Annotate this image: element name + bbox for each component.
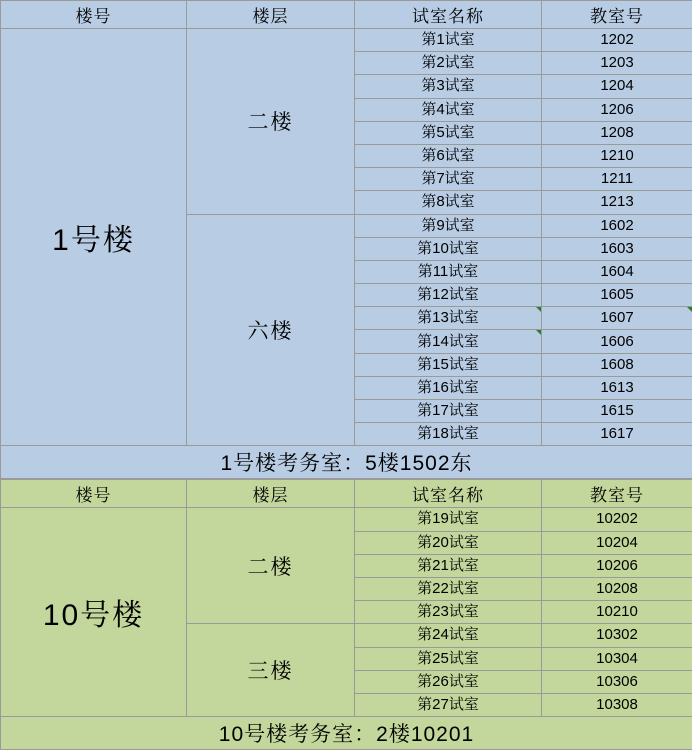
room-no: 1204 bbox=[542, 75, 692, 98]
room-name: 第16试室 bbox=[355, 376, 542, 399]
room-no: 10304 bbox=[542, 647, 692, 670]
room-no: 1208 bbox=[542, 121, 692, 144]
building-1-office-note: 1号楼考务室：5楼1502东 bbox=[1, 446, 692, 479]
room-name: 第13试室 bbox=[355, 307, 542, 330]
room-no: 10202 bbox=[542, 508, 692, 531]
table-row bbox=[1, 508, 692, 531]
room-name: 第21试室 bbox=[355, 554, 542, 577]
room-name: 第15试室 bbox=[355, 353, 542, 376]
room-name: 第18试室 bbox=[355, 423, 542, 446]
footer-row bbox=[1, 717, 692, 750]
footer-row bbox=[1, 446, 692, 479]
header-floor: 楼层 bbox=[187, 480, 355, 508]
floor-name: 三楼 bbox=[187, 624, 355, 717]
room-no: 1202 bbox=[542, 29, 692, 52]
room-name: 第23试室 bbox=[355, 601, 542, 624]
room-name: 第22试室 bbox=[355, 577, 542, 600]
header-floor: 楼层 bbox=[187, 1, 355, 29]
room-name: 第1试室 bbox=[355, 29, 542, 52]
table-header-row bbox=[1, 1, 692, 29]
header-room-name: 试室名称 bbox=[355, 480, 542, 508]
room-name: 第3试室 bbox=[355, 75, 542, 98]
room-no: 1615 bbox=[542, 400, 692, 423]
room-no: 1211 bbox=[542, 168, 692, 191]
room-no: 1617 bbox=[542, 423, 692, 446]
table-row bbox=[1, 29, 692, 52]
table-header-row bbox=[1, 480, 692, 508]
header-room-no: 教室号 bbox=[542, 1, 692, 29]
room-name: 第9试室 bbox=[355, 214, 542, 237]
building-name: 1号楼 bbox=[1, 29, 187, 446]
room-no: 1206 bbox=[542, 98, 692, 121]
room-no: 10208 bbox=[542, 577, 692, 600]
room-no: 1210 bbox=[542, 144, 692, 167]
room-name: 第14试室 bbox=[355, 330, 542, 353]
building-name: 10号楼 bbox=[1, 508, 187, 717]
room-no: 10306 bbox=[542, 670, 692, 693]
floor-name: 六楼 bbox=[187, 214, 355, 446]
room-name: 第4试室 bbox=[355, 98, 542, 121]
room-no: 1607 bbox=[542, 307, 692, 330]
room-name: 第20试室 bbox=[355, 531, 542, 554]
room-no: 10206 bbox=[542, 554, 692, 577]
room-no: 1606 bbox=[542, 330, 692, 353]
room-name: 第2试室 bbox=[355, 52, 542, 75]
room-name: 第8试室 bbox=[355, 191, 542, 214]
room-name: 第27试室 bbox=[355, 693, 542, 716]
room-name: 第10试室 bbox=[355, 237, 542, 260]
room-name: 第12试室 bbox=[355, 284, 542, 307]
room-name: 第19试室 bbox=[355, 508, 542, 531]
room-no: 1603 bbox=[542, 237, 692, 260]
room-no: 1604 bbox=[542, 260, 692, 283]
header-building: 楼号 bbox=[1, 1, 187, 29]
room-no: 1613 bbox=[542, 376, 692, 399]
room-no: 10210 bbox=[542, 601, 692, 624]
room-name: 第6试室 bbox=[355, 144, 542, 167]
room-name: 第17试室 bbox=[355, 400, 542, 423]
building-10-office-note: 10号楼考务室：2楼10201 bbox=[1, 717, 692, 750]
room-no: 1602 bbox=[542, 214, 692, 237]
header-building: 楼号 bbox=[1, 480, 187, 508]
room-no: 1605 bbox=[542, 284, 692, 307]
room-name: 第25试室 bbox=[355, 647, 542, 670]
building-10-table bbox=[0, 479, 692, 750]
room-name: 第24试室 bbox=[355, 624, 542, 647]
room-no: 1203 bbox=[542, 52, 692, 75]
room-no: 10204 bbox=[542, 531, 692, 554]
header-room-name: 试室名称 bbox=[355, 1, 542, 29]
room-name: 第26试室 bbox=[355, 670, 542, 693]
room-no: 10308 bbox=[542, 693, 692, 716]
header-room-no: 教室号 bbox=[542, 480, 692, 508]
room-no: 10302 bbox=[542, 624, 692, 647]
floor-name: 二楼 bbox=[187, 508, 355, 624]
room-name: 第11试室 bbox=[355, 260, 542, 283]
room-no: 1608 bbox=[542, 353, 692, 376]
room-no: 1213 bbox=[542, 191, 692, 214]
room-name: 第7试室 bbox=[355, 168, 542, 191]
room-name: 第5试室 bbox=[355, 121, 542, 144]
floor-name: 二楼 bbox=[187, 29, 355, 215]
